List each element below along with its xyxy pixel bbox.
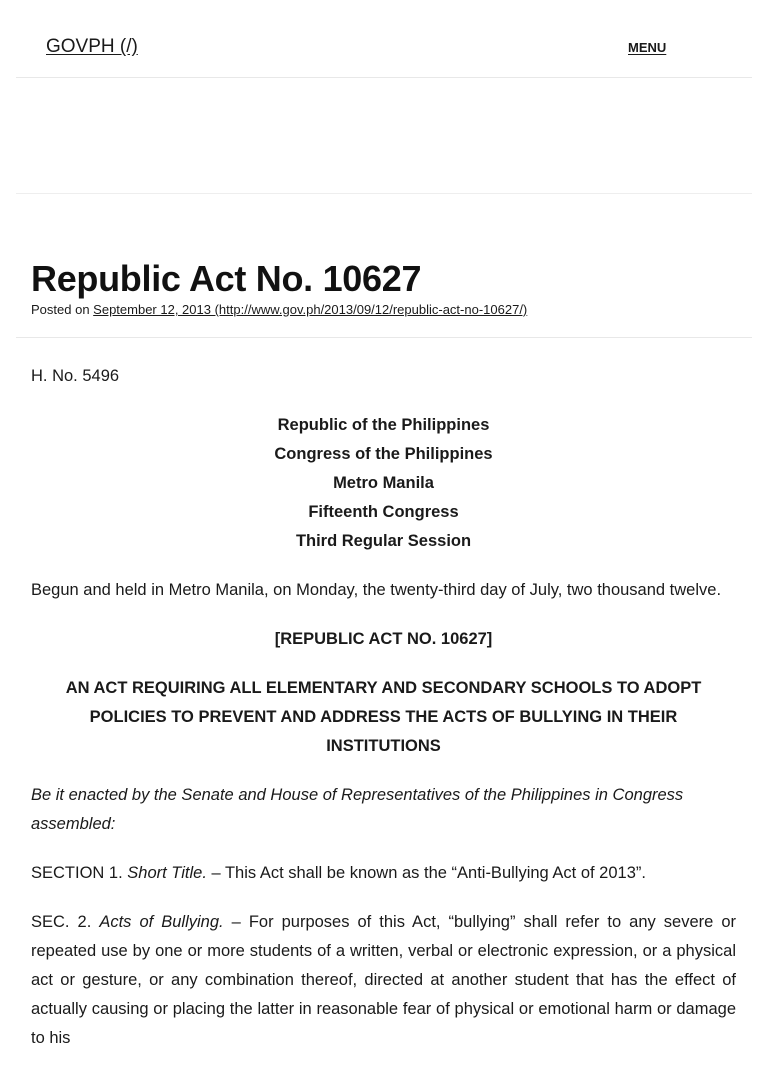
section-2 xyxy=(31,908,736,1053)
page-title: Republic Act No. 10627 xyxy=(31,258,422,299)
posted-prefix: Posted on xyxy=(31,302,90,317)
section-2-heading: Acts of Bullying. xyxy=(99,913,224,931)
begun-paragraph: Begun and held in Metro Manila, on Monday, the twenty-third day of July, two thousand twelve. xyxy=(31,581,722,599)
heading-line: Metro Manila xyxy=(333,474,434,492)
enacting-clause-text: Be it enacted by the Senate and House of Representatives of the Philippines in Congress assembled: xyxy=(31,786,684,833)
act-title: AN ACT REQUIRING ALL ELEMENTARY AND SECONDARY SCHOOLS TO ADOPT POLICIES TO PREVENT AND ADDRESS THE ACTS OF BULLYING IN THEIR INSTITUTIONS xyxy=(65,679,702,755)
posted-date-link[interactable]: September 12, 2013 (http://www.gov.ph/2013/09/12/republic-act-no-10627/) xyxy=(93,302,528,317)
heading-line: Fifteenth Congress xyxy=(308,503,459,521)
section-1-heading: Short Title. xyxy=(127,864,207,882)
enacting-clause xyxy=(31,781,736,839)
heading-line: Third Regular Session xyxy=(295,532,472,550)
posted-on xyxy=(31,302,527,317)
heading-line: Congress of the Philippines xyxy=(274,445,493,463)
section-2-label: SEC. 2. xyxy=(31,913,92,931)
heading-line: Republic of the Philippines xyxy=(277,416,490,434)
divider xyxy=(16,337,752,338)
bill-number: H. No. 5496 xyxy=(31,367,120,385)
govph-home-link[interactable]: GOVPH (/) xyxy=(46,36,138,57)
section-1-text: – This Act shall be known as the “Anti-Bullying Act of 2013”. xyxy=(211,864,646,882)
article-body xyxy=(31,362,736,1073)
act-number: [REPUBLIC ACT NO. 10627] xyxy=(274,630,493,648)
banner-area xyxy=(16,78,752,194)
site-header xyxy=(16,0,752,78)
section-2-text: – For purposes of this Act, “bullying” shall refer to any severe or repeated use by one or more students of a written, verbal or electronic expression, or a physical act or gesture, or any combination thereof, directed at another student that has the effect of actually causing or placing the latter in reasonable fear of physical or emotional harm or damage to his xyxy=(31,913,736,1047)
menu-button[interactable]: MENU xyxy=(628,40,667,55)
heading-block xyxy=(31,411,736,556)
section-1-label: SECTION 1. xyxy=(31,864,123,882)
section-1 xyxy=(31,859,736,888)
